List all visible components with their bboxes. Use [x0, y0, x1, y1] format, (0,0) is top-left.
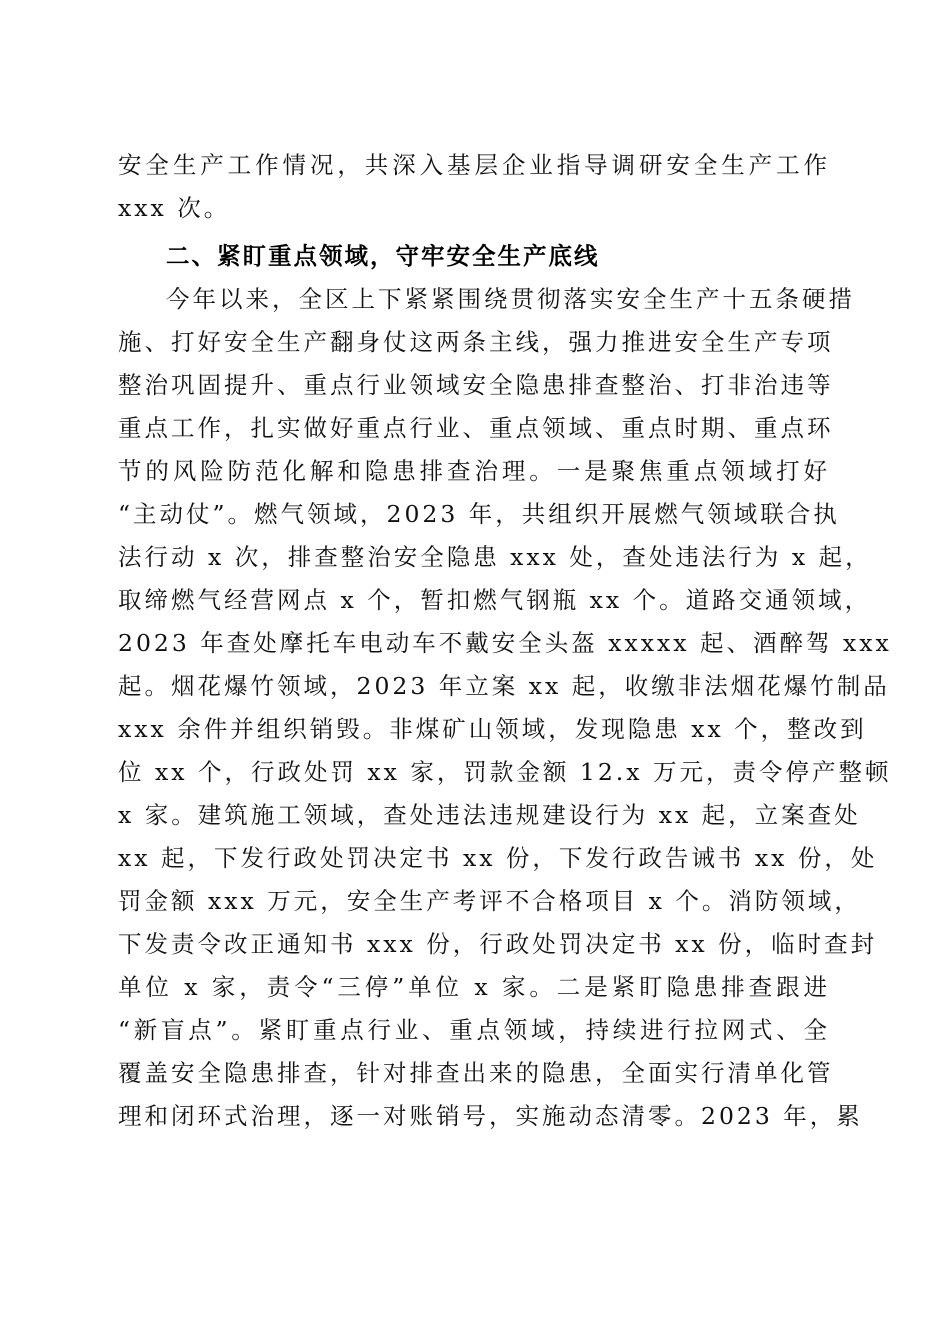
paragraph-line-6: “主动仗”。燃气领域，2023 年，共组织开展燃气领域联合执	[118, 500, 840, 528]
paragraph-line-2: 施、打好安全生产翻身仗这两条主线，强力推进安全生产专项	[118, 328, 834, 356]
paragraph-line-20: 理和闭环式治理，逐一对账销号，实施动态清零。2023 年，累	[118, 1102, 863, 1130]
paragraph-line-12: 位 xx 个，行政处罚 xx 家，罚款金额 12.x 万元，责令停产整顿	[118, 758, 892, 786]
paragraph-line-9: 2023 年查处摩托车电动车不戴安全头盔 xxxxx 起、酒醉驾 xxx	[118, 629, 892, 657]
paragraph-line-18: “新盲点”。紧盯重点行业、重点领域，持续进行拉网式、全	[118, 1016, 830, 1044]
paragraph-line-7: 法行动 x 次，排查整治安全隐患 xxx 处，查处违法行为 x 起，	[118, 543, 872, 571]
intro-line-1: 安全生产工作情况，共深入基层企业指导调研安全生产工作	[118, 151, 830, 179]
paragraph-line-8: 取缔燃气经营网点 x 个，暂扣燃气钢瓶 xx 个。道路交通领域，	[118, 586, 872, 614]
paragraph-line-15: 罚金额 xxx 万元，安全生产考评不合格项目 x 个。消防领域，	[118, 887, 861, 915]
paragraph-line-16: 下发责令改正通知书 xxx 份，行政处罚决定书 xx 份，临时查封	[118, 930, 878, 958]
paragraph-line-11: xxx 余件并组织销毁。非煤矿山领域，发现隐患 xx 个，整改到	[118, 715, 867, 743]
paragraph-line-14: xx 起，下发行政处罚决定书 xx 份，下发行政告诫书 xx 份，处	[118, 844, 878, 872]
paragraph-line-13: x 家。建筑施工领域，查处违法违规建设行为 xx 起，立案查处	[118, 801, 861, 829]
paragraph-line-19: 覆盖安全隐患排查，针对排查出来的隐患，全面实行清单化管	[118, 1059, 834, 1087]
intro-line-2: xxx 次。	[118, 194, 231, 222]
paragraph-line-10: 起。烟花爆竹领域，2023 年立案 xx 起，收缴非法烟花爆竹制品	[118, 672, 890, 700]
paragraph-line-4: 重点工作，扎实做好重点行业、重点领域、重点时期、重点环	[118, 414, 834, 442]
section-heading: 二、紧盯重点领域，守牢安全生产底线	[166, 242, 600, 270]
paragraph-line-1: 今年以来，全区上下紧紧围绕贯彻落实安全生产十五条硬措	[166, 285, 855, 313]
paragraph-line-5: 节的风险防范化解和隐患排查治理。一是聚焦重点领域打好	[118, 457, 830, 485]
paragraph-line-17: 单位 x 家，责令“三停”单位 x 家。二是紧盯隐患排查跟进	[118, 973, 830, 1001]
paragraph-line-3: 整治巩固提升、重点行业领域安全隐患排查整治、打非治违等	[118, 371, 834, 399]
